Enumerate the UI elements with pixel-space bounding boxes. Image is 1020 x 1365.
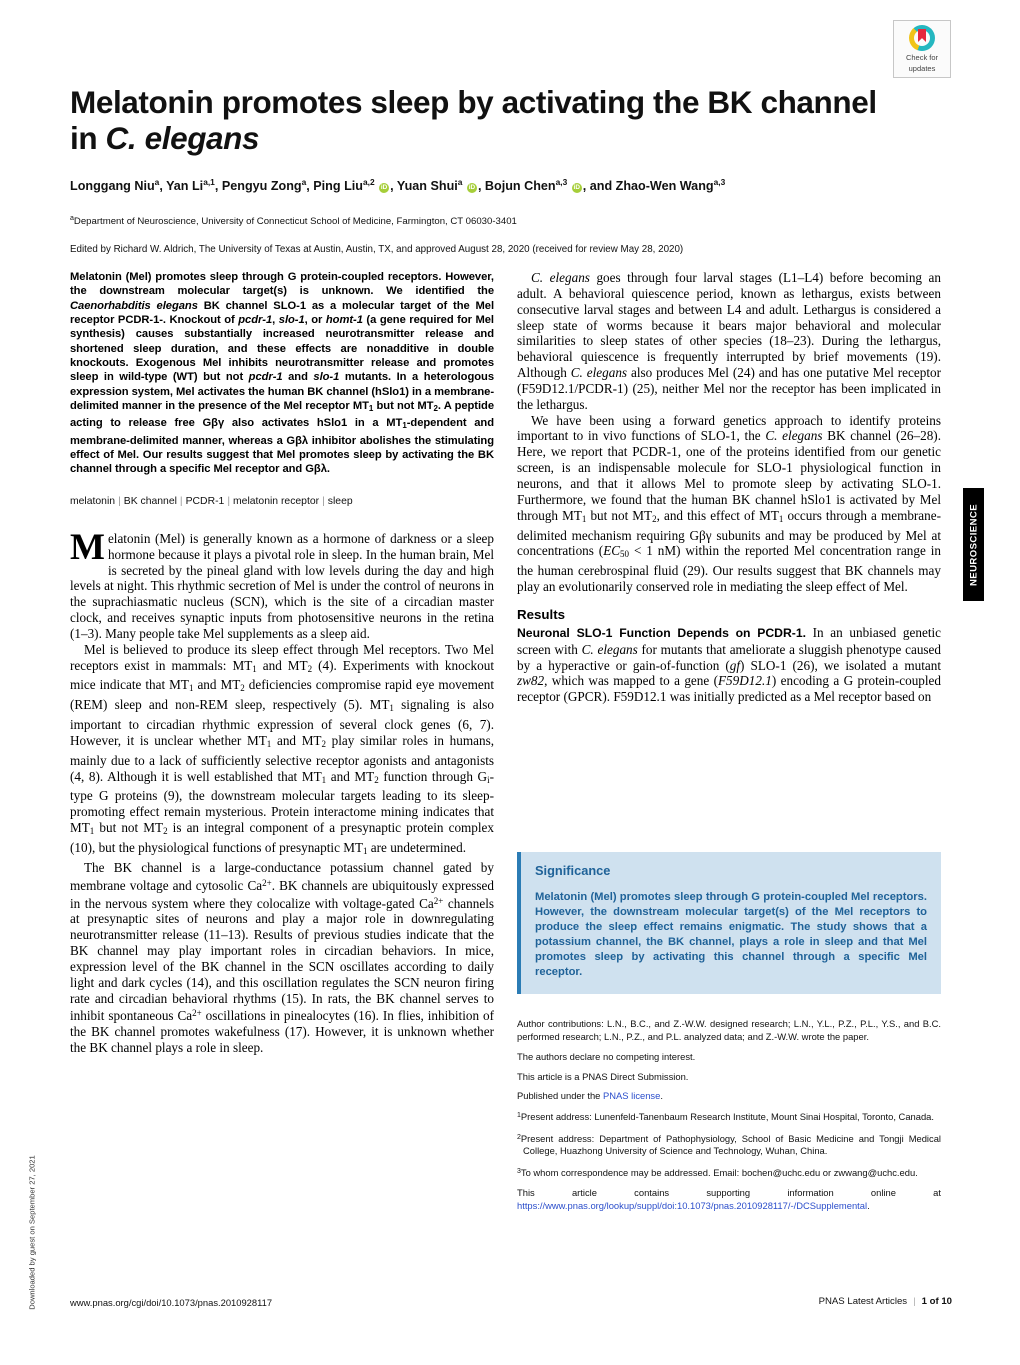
footer-divider: | — [913, 1296, 916, 1307]
keyword-4: sleep — [327, 495, 353, 507]
supporting-information — [517, 1187, 941, 1212]
keywords — [70, 495, 494, 509]
abstract: Melatonin (Mel) promotes sleep through G protein-coupled receptors. However, the downstream molecular target(s) is unknown. We identified the Caenorhabditis elegans BK channel SLO-1 as a molecular target of the Mel receptor PCDR-1-. Knockout of pcdr-1, slo-1, or homt-1 (a gene required for Mel synthesis) causes substantially increased neurotransmitter release and shortened sleep duration, and these effects are nonadditive in double knockouts. Exogenous Mel inhibits neurotransmitter release and promotes sleep in wild-type (WT) but not pcdr-1 and slo-1 mutants. In a heterologous expression system, Mel activates the human BK channel (hSlo1) in a membrane-delimited manner in the presence of the Mel receptor $MT_1$ but not $MT_2$. A peptide acting to release free Gβγ also activates hSlo1 in a $MT_1$-dependent and membrane-delimited manner, whereas a Gβλ inhibitor abolishes the stimulating effect of Mel. Our results suggest that Mel promotes sleep by activating the BK channel through a specific Mel receptor and Gβλ. — [70, 271, 494, 476]
badge-line-1: Check for — [905, 53, 939, 62]
pnas-license-link[interactable]: PNAS license — [603, 1090, 661, 1102]
left-paragraph-2: Mel is believed to produce its sleep effect through Mel receptors. Two Mel receptors exist in mammals: $MT_1$ and $MT_2$ (4). Experiments with knockout mice indicate that $MT_1$ and $MT_2$ deficiencies compromise rapid eye movement (REM) sleep and non-REM sleep, respectively (5). $MT_1$ signaling is also important to circadian rhythmic expression of several clock genes (6, 7). However, it is unclear whether $MT_1$ and $MT_2$ play similar roles in humans, mainly due to a lack of sufficiently selective receptor agonists and antagonists (4, 8). Although it is well established that $MT_1$ and $MT_2$ function through $G_i$-type G proteins (9), the downstream molecular targets leading to its sleep-promoting effect remain mysterious. Protein interactome mining indicates that $MT_1$ but not $MT_2$ is an integral component of a presynaptic protein complex (10), but the physiological functions of presynaptic $MT_1$ are undetermined. — [70, 641, 495, 856]
license-line — [517, 1090, 941, 1103]
footer-page-info — [819, 1296, 952, 1307]
competing-interest: The authors declare no competing interest. — [517, 1051, 696, 1063]
footer-doi[interactable]: www.pnas.org/cgi/doi/10.1073/pnas.2010928117 — [70, 1297, 273, 1308]
download-stamp: Downloaded by guest on September 27, 2021 — [27, 1155, 37, 1310]
edited-by-line: Edited by Richard W. Aldrich, The University of Texas at Austin, Austin, TX, and approved August 28, 2020 (received for review May 28, 2020) — [70, 244, 684, 255]
present-address-1: $^1$Present address: Lunenfeld-Tanenbaum Research Institute, Mount Sinai Hospital, Toronto, Canada. — [517, 1110, 934, 1122]
affiliation: $^a$Department of Neuroscience, University of Connecticut School of Medicine, Farmington, CT 06030-3401 — [70, 215, 517, 228]
footnotes — [517, 1018, 941, 1221]
right-paragraph-3 — [517, 625, 941, 705]
license-prefix: Published under the — [517, 1090, 604, 1102]
section-tab-label: NEUROSCIENCE — [968, 503, 979, 586]
section-tab-neuroscience — [963, 488, 984, 601]
significance-title: Significance — [535, 863, 611, 878]
keyword-2: PCDR-1 — [185, 495, 225, 507]
left-paragraph-1: elatonin (Mel) is generally known as a hormone of darkness or a sleep hormone because it plays a pivotal role in sleep. In the human brain, Mel is secreted by the pineal gland with low levels during the day and high levels at night. This rhythmic secretion of Mel is under the control of neurons in the suprachiasmatic nucleus (SCN), which is the site of a circadian master clock, and receives synaptic inputs from photosensitive neurons in the retina (1–3). Many people take Mel supplements as a sleep aid. — [70, 530, 494, 641]
keyword-separator: | — [179, 495, 183, 507]
author-list: Longgang Niu$^a$, Yan Li$^{a,1}$, Pengyu Zong$^a$, Ping Liu$^{a,2}$ iD , Yuan Shui$^a$ iD , Bojun Chen$^{a,3}$ iD , and Zhao-Wen Wang$^{a,3}$ — [70, 177, 726, 194]
present-address-2: $^2$Present address: Department of Pathophysiology, School of Basic Medicine and Tongji Medical College, Huazhong University of Science and Technology, Wuhan, China. — [517, 1132, 941, 1157]
supporting-suffix: . — [867, 1199, 870, 1211]
license-suffix: . — [660, 1090, 663, 1102]
right-paragraph-1: C. elegans goes through four larval stages (L1–L4) before becoming an adult. A behavioral quiescence period, known as lethargus, exists between consecutive larval stages and between L4 and adult. Lethargus is considered a sleep state of worms because it bears major behavioral and molecular similarities to sleep states of other species (18–23). During the lethargus, behavioral quiescence is frequently interrupted by brief movements (19). Although C. elegans also produces Mel (24) and has one putative Mel receptor (F59D12.1/PCDR-1) (25), neither Mel nor the receptor has been implicated in the lethargus. — [517, 270, 941, 412]
significance-box — [517, 852, 941, 994]
title-line-2 — [70, 120, 950, 156]
bookmark-icon — [918, 29, 926, 42]
supplemental-link[interactable]: https://www.pnas.org/lookup/suppl/doi:10.1073/pnas.2010928117/-/DCSupplemental — [517, 1199, 868, 1211]
page-title — [70, 84, 950, 156]
significance-body: Melatonin (Mel) promotes sleep through G protein-coupled Mel receptors. However, the downstream molecular target(s) of the Mel receptors to produce the sleep effect remains enigmatic. The study shows that a potassium channel, the BK channel, plays a role in sleep and that Mel promotes sleep by activating this channel through a specific Mel receptor. — [535, 891, 927, 978]
badge-line-2: updates — [908, 64, 936, 73]
author-contributions: Author contributions: L.N., B.C., and Z.-W.W. designed research; L.N., Y.L., P.Z., P.L., Y.S., and B.C. performed research; L.N., P.Z., and P.L. analyzed data; and Z.-W.W. wrote the paper. — [517, 1018, 941, 1042]
subsection-heading: Neuronal SLO-1 Function Depends on PCDR-1. — [517, 625, 806, 640]
keyword-separator: | — [322, 495, 325, 507]
drop-cap: M — [70, 526, 105, 568]
keyword-0: melatonin — [70, 495, 116, 507]
left-paragraph-3: The BK channel is a large-conductance potassium channel gated by membrane voltage and cytosolic $Ca^{2+}$. BK channels are ubiquitously expressed in the nervous system where they colocalize with voltage-gated $Ca^{2+}$ channels at presynaptic sites of neurons and play a major role in downregulating neurotransmitter release (11–13). Results of previous studies indicate that the BK channel may play important roles in circadian behaviors. In mice, expression level of the BK channel in the SCN oscillates according to daily light and dark cycles (14), and this oscillation regulates the SCN neuron firing rate and circadian behavioral rhythms (15). In rats, the BK channel serves to inhibit spontaneous $Ca^{2+}$ oscillations in pinealocytes (16). In flies, inhibition of the BK channel promotes wakefulness (17). However, it is unknown whether the BK channel plays a role in sleep. — [70, 859, 494, 1056]
title-line-2-prefix: in — [70, 120, 106, 156]
keyword-1: BK channel — [123, 495, 177, 507]
keyword-separator: | — [227, 495, 231, 507]
title-species: C. elegans — [105, 120, 260, 156]
title-line-1: Melatonin promotes sleep by activating the BK channel — [70, 84, 877, 120]
right-column — [517, 270, 941, 705]
left-column — [70, 270, 494, 1056]
results-heading: Results — [517, 606, 566, 622]
keyword-3: melatonin receptor — [233, 495, 320, 507]
intro-paragraph-wrap — [70, 526, 494, 642]
right-paragraph-3-text: In an unbiased genetic screen with C. elegans for mutants that ameliorate a sluggish phenotype caused by a hyperactive or gain-of-function (gf) SLO-1 (26), we isolated a mutant zw82, which was mapped to a gene (F59D12.1) encoding a G protein-coupled receptor (GPCR). F59D12.1 was initially predicted as a Mel receptor based on — [517, 624, 942, 705]
footer-page-number: 1 of 10 — [921, 1296, 952, 1307]
correspondence-note: $^3$To whom correspondence may be addressed. Email: bochen@uchc.edu or zwwang@uchc.edu. — [517, 1166, 918, 1178]
crossmark-icon — [909, 25, 935, 51]
footer-journal: PNAS Latest Articles — [818, 1296, 908, 1307]
check-for-updates-badge[interactable] — [893, 20, 951, 78]
direct-submission: This article is a PNAS Direct Submission. — [517, 1070, 689, 1082]
keyword-separator: | — [118, 495, 121, 507]
right-paragraph-2: We have been using a forward genetics approach to identify proteins important to in vivo functions of SLO-1, the C. elegans BK channel (26–28). Here, we report that PCDR-1, one of the proteins identified from our genetic screen, is an indispensable molecule for SLO-1 physiological function in neurons, and that it allows Mel to promote sleep by activating SLO-1. Furthermore, we found that the human BK channel hSlo1 is activated by Mel through $MT_1$ but not $MT_2$, and this effect of $MT_1$ occurs through a membrane-delimited mechanism requiring Gβγ subunits and may be produced by Mel at concentrations ($EC_{50} < 1$ nM) within the reported Mel concentration range in the human cerebrospinal fluid (29). Our results suggest that BK channels may play an evolutionarily conserved role in mediating the sleep effect of Mel. — [517, 412, 941, 595]
supporting-prefix: This article contains supporting information online at — [517, 1187, 941, 1199]
